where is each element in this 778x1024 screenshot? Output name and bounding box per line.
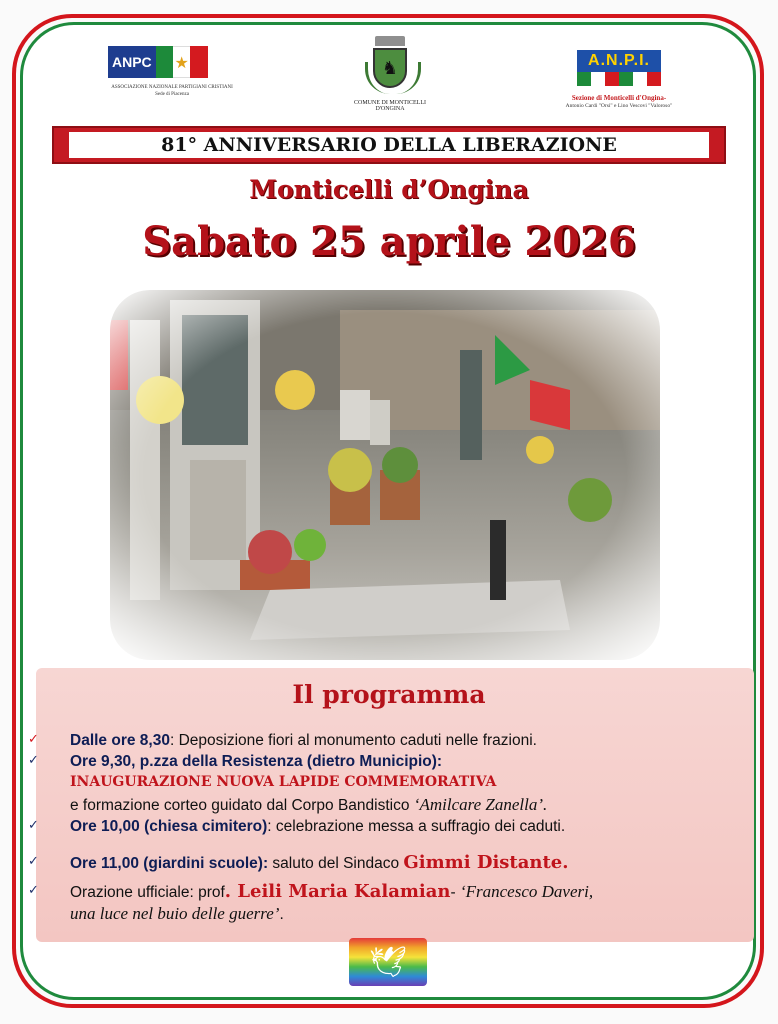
anpi-logo (534, 50, 704, 109)
italian-flag-icon: ★ (156, 46, 208, 78)
programme-item-2-caps: INAUGURAZIONE NUOVA LAPIDE COMMEMORATIVA (70, 774, 497, 790)
anpc-caption: ASSOCIAZIONE NAZIONALE PARTIGIANI CRISTIANI Sede di Piacenza (111, 85, 233, 97)
anpi-flag-icon (577, 72, 661, 86)
anpi-dedication: Antonio Cardi "Orsi" e Lino Vescovi "Valoroso" (565, 103, 673, 109)
comune-caption: COMUNE DI MONTICELLI D'ONGINA (354, 100, 426, 112)
check-icon: ✓ (28, 883, 39, 898)
check-icon: ✓ (28, 753, 39, 768)
programme-item-5-cont: una luce nel buio delle guerre’. (70, 904, 284, 923)
check-icon: ✓ (28, 854, 39, 869)
programme-item-4: Ore 11,00 (giardini scuole): saluto del Sindaco Gimmi Distante. (70, 852, 569, 873)
anpi-section: Sezione di Monticelli d'Ongina- (571, 94, 667, 102)
programme-item-5: Orazione ufficiale: prof. Leili Maria Kalamian- ‘Francesco Daveri, (70, 881, 594, 902)
programme-item-2: Ore 9,30, p.zza della Resistenza (dietro Municipio): (70, 753, 443, 770)
programme-item-1: Dalle ore 8,30: Deposizione fiori al monumento caduti nelle frazioni. (70, 732, 537, 749)
banner-title: 81° ANNIVERSARIO DELLA LIBERAZIONE (69, 132, 709, 158)
event-date: Sabato 25 aprile 2026 (142, 218, 636, 265)
peace-dove-icon: 🕊 (349, 938, 427, 986)
anpi-logo-text: A.N.P.I. (577, 50, 661, 72)
programme-item-2-cont: e formazione corteo guidato dal Corpo Bandistico ‘Amilcare Zanella’. (70, 795, 548, 814)
anpc-logo-text: ANPC (108, 46, 156, 78)
programme-title: Il programma (292, 680, 486, 709)
monument-photo (110, 290, 660, 660)
check-icon: ✓ (28, 732, 39, 747)
crest-icon: ♞ (365, 36, 415, 96)
programme-item-3: Ore 10,00 (chiesa cimitero): celebrazione messa a suffragio dei caduti. (70, 818, 566, 835)
check-icon: ✓ (28, 818, 39, 833)
anpc-logo (108, 46, 236, 98)
town-title: Monticelli d’Ongina (249, 175, 529, 204)
anniversary-banner (52, 126, 726, 164)
comune-crest (342, 36, 438, 112)
